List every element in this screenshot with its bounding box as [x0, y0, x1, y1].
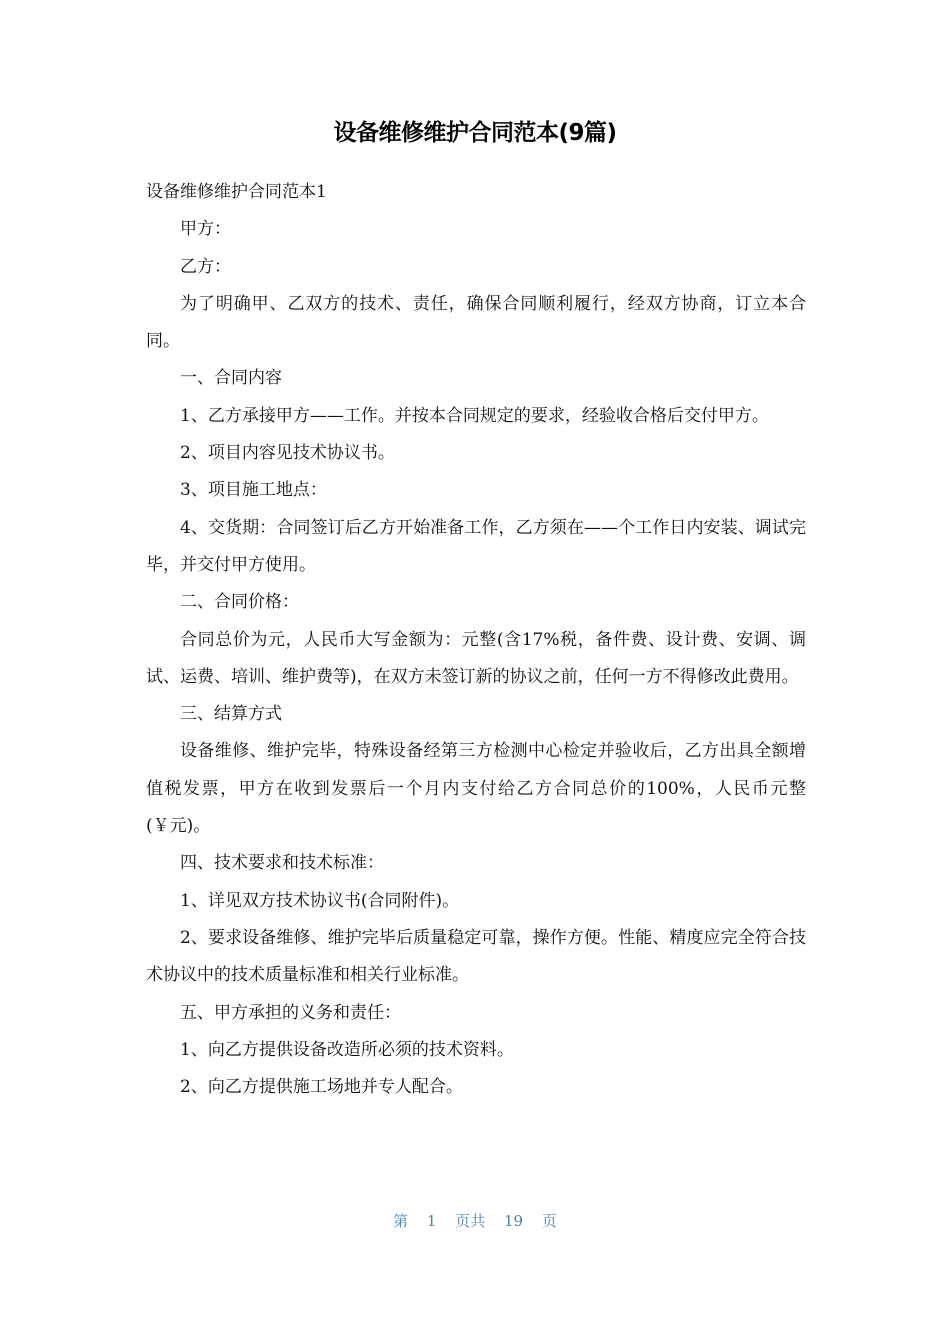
clause-heading: 一、合同内容 — [180, 368, 282, 389]
section-heading: 设备维修维护合同范本1 — [146, 182, 327, 202]
paragraph: 1、向乙方提供设备改造所必须的技术资料。 — [180, 1039, 514, 1060]
paragraph: 4、交货期：合同签订后乙方开始准备工作，乙方须在——个工作日内安装、调试完毕，并交付甲方使用。 — [146, 517, 806, 575]
party-a-line: 甲方： — [180, 219, 231, 240]
paragraph: 2、项目内容见技术协议书。 — [180, 443, 395, 464]
footer-middle: 页共 — [455, 1212, 486, 1230]
paragraph: 设备维修、维护完毕，特殊设备经第三方检测中心检定并验收后，乙方出具全额增值税发票，甲方在收到发票后一个月内支付给乙方合同总价的100%，人民币元整(￥元)。 — [146, 741, 806, 837]
paragraph: 2、要求设备维修、维护完毕后质量稳定可靠，操作方便。性能、精度应完全符合技术协议中的技术质量标准和相关行业标准。 — [146, 927, 806, 986]
page-footer — [0, 1210, 950, 1231]
footer-prefix: 第 — [393, 1212, 409, 1230]
paragraph: 1、详见双方技术协议书(合同附件)。 — [180, 890, 460, 911]
footer-suffix: 页 — [541, 1212, 557, 1230]
party-b-line: 乙方： — [180, 256, 231, 277]
paragraph: 1、乙方承接甲方——工作。并按本合同规定的要求，经验收合格后交付甲方。 — [180, 405, 769, 426]
document-body — [146, 174, 806, 1106]
clause-heading: 三、结算方式 — [180, 704, 282, 725]
footer-total-pages: 19 — [504, 1212, 524, 1230]
paragraph: 2、向乙方提供施工场地并专人配合。 — [180, 1077, 463, 1098]
clause-heading: 四、技术要求和技术标准： — [180, 853, 384, 874]
clause-heading: 二、合同价格： — [180, 592, 299, 613]
document-title: 设备维修维护合同范本(9篇) — [333, 120, 617, 146]
clause-heading: 五、甲方承担的义务和责任： — [180, 1002, 401, 1023]
paragraph: 3、项目施工地点： — [180, 480, 327, 501]
paragraph: 合同总价为元，人民币大写金额为：元整(含17%税，备件费、设计费、安调、调试、运费、培训、维护费等)，在双方未签订新的协议之前，任何一方不得修改此费用。 — [146, 629, 806, 687]
footer-current-page: 1 — [426, 1212, 437, 1230]
paragraph: 为了明确甲、乙双方的技术、责任，确保合同顺利履行，经双方协商，订立本合同。 — [146, 293, 806, 352]
